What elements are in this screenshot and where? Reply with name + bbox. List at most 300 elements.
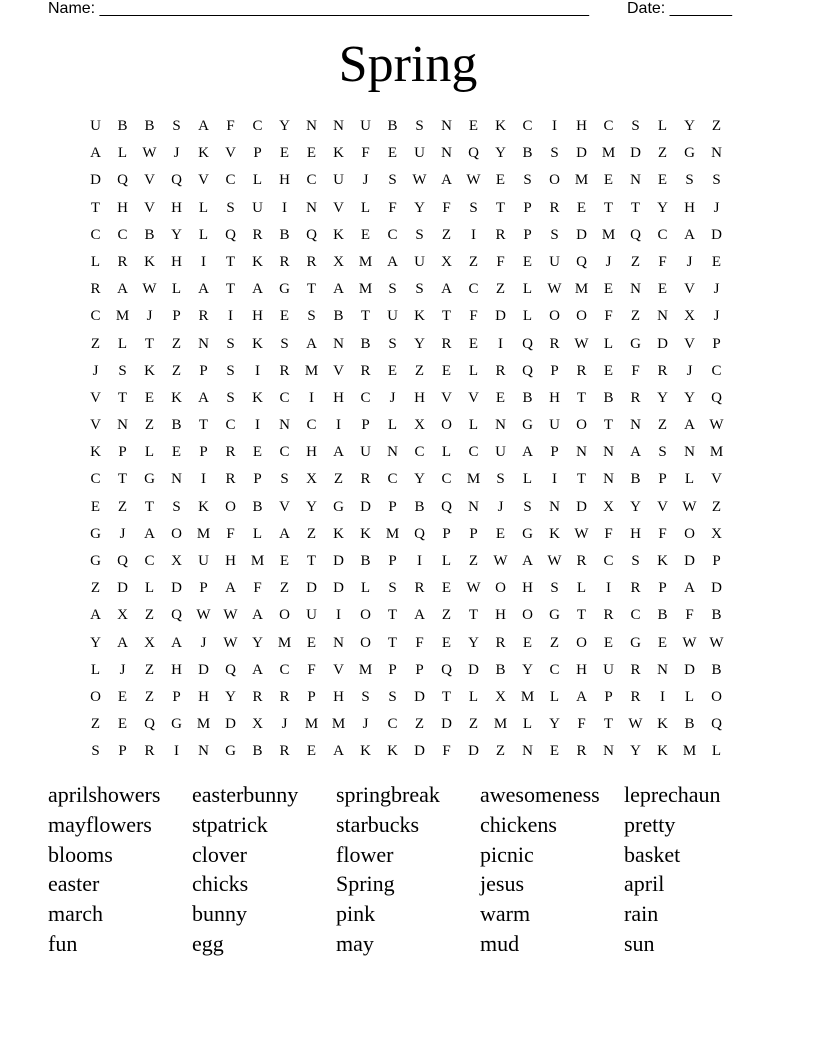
grid-letter: R	[279, 253, 290, 270]
grid-letter: A	[117, 634, 128, 651]
grid-letter: N	[333, 118, 344, 134]
grid-letter: H	[171, 253, 182, 270]
grid-letter: U	[90, 118, 101, 134]
grid-letter: E	[603, 362, 614, 379]
grid-row	[82, 358, 730, 385]
grid-letter: L	[468, 417, 479, 434]
word-list-item: april	[624, 871, 665, 897]
word-list-item: picnic	[480, 841, 534, 867]
grid-letter: O	[684, 525, 695, 542]
grid-letter: N	[306, 199, 317, 216]
grid-letter: P	[415, 661, 424, 678]
grid-letter: P	[307, 688, 316, 705]
grid-letter: N	[549, 498, 560, 515]
grid-letter: C	[549, 661, 560, 678]
grid-letter: P	[172, 688, 181, 705]
grid-letter: W	[709, 417, 724, 434]
grid-letter: L	[684, 688, 695, 705]
grid-letter: S	[658, 444, 667, 461]
grid-letter: M	[574, 172, 589, 189]
grid-letter: H	[684, 199, 695, 216]
grid-letter: A	[414, 607, 425, 624]
grid-letter: N	[279, 417, 290, 434]
grid-letter: P	[199, 580, 208, 597]
grid-letter: P	[388, 553, 397, 569]
grid-letter: W	[574, 525, 589, 542]
grid-letter: M	[304, 716, 319, 733]
grid-letter: M	[493, 716, 508, 733]
grid-letter: O	[549, 172, 560, 189]
grid-letter: F	[685, 607, 694, 624]
grid-letter: R	[576, 553, 587, 569]
grid-letter: U	[414, 253, 425, 270]
grid-letter: I	[309, 389, 314, 406]
grid-letter: Z	[414, 362, 425, 379]
grid-letter: J	[389, 389, 396, 406]
grid-letter: Z	[414, 716, 425, 733]
grid-letter: K	[360, 525, 371, 542]
grid-letter: K	[252, 335, 263, 352]
word-list-item: awesomeness	[480, 782, 600, 807]
grid-letter: S	[388, 281, 397, 298]
grid-letter: D	[414, 688, 425, 705]
grid-letter: I	[336, 607, 341, 624]
grid-letter: P	[550, 444, 559, 461]
word-list-item: sun	[624, 930, 655, 956]
grid-letter: M	[682, 743, 697, 760]
grid-row	[82, 331, 730, 358]
grid-letter: U	[360, 444, 371, 461]
grid-letter: S	[415, 281, 424, 298]
grid-letter: W	[574, 335, 589, 352]
grid-letter: M	[601, 145, 616, 162]
grid-row	[82, 439, 730, 466]
grid-letter: M	[520, 688, 535, 705]
grid-letter: I	[606, 580, 611, 597]
grid-letter: W	[466, 580, 481, 597]
grid-letter: K	[333, 145, 344, 162]
grid-letter: N	[630, 417, 641, 434]
grid-letter: I	[471, 226, 476, 243]
grid-letter: Z	[333, 471, 344, 488]
grid-letter: N	[603, 444, 614, 461]
grid-letter: R	[225, 444, 236, 461]
grid-letter: R	[360, 362, 371, 379]
word-list-item: chicks	[192, 871, 249, 897]
grid-letter: K	[495, 118, 506, 134]
grid-letter: H	[549, 389, 560, 406]
grid-letter: Q	[522, 362, 533, 379]
grid-letter: J	[146, 308, 153, 325]
grid-letter: A	[630, 444, 641, 461]
grid-letter: E	[603, 281, 614, 298]
grid-letter: L	[144, 444, 155, 461]
grid-letter: K	[252, 253, 263, 270]
grid-letter: B	[144, 226, 155, 243]
grid-letter: F	[658, 253, 667, 270]
grid-letter: A	[252, 281, 263, 298]
grid-letter: Z	[657, 417, 668, 434]
grid-letter: R	[549, 199, 560, 216]
word-list-item: stpatrick	[192, 811, 268, 837]
grid-letter: O	[576, 308, 587, 325]
grid-letter: Y	[252, 634, 263, 651]
grid-letter: G	[630, 335, 641, 352]
grid-letter: M	[601, 226, 616, 243]
grid-letter: M	[304, 362, 319, 379]
grid-letter: S	[280, 471, 289, 488]
word-list-item: clover	[192, 841, 247, 867]
grid-letter: E	[306, 634, 317, 651]
grid-letter: V	[279, 498, 290, 515]
grid-letter: S	[226, 362, 235, 379]
grid-letter: L	[90, 661, 101, 678]
grid-letter: S	[388, 580, 397, 597]
grid-letter: E	[90, 498, 101, 515]
grid-letter: T	[117, 389, 128, 406]
grid-letter: R	[117, 253, 128, 270]
grid-letter: P	[118, 743, 127, 760]
grid-letter: V	[684, 281, 695, 298]
grid-letter: T	[603, 417, 614, 434]
grid-letter: A	[441, 172, 452, 189]
grid-letter: S	[550, 226, 559, 243]
word-list	[48, 780, 768, 959]
grid-letter: C	[279, 444, 290, 461]
grid-letter: U	[387, 308, 398, 325]
grid-letter: D	[468, 743, 479, 760]
grid-row	[82, 140, 730, 167]
grid-letter: L	[360, 199, 371, 216]
grid-letter: L	[198, 226, 209, 243]
grid-letter: A	[684, 417, 695, 434]
grid-letter: R	[576, 362, 587, 379]
grid-letter: Y	[225, 688, 236, 705]
grid-letter: V	[441, 389, 452, 406]
grid-letter: Z	[144, 661, 155, 678]
grid-letter: B	[144, 118, 155, 134]
grid-letter: E	[495, 172, 506, 189]
grid-letter: C	[306, 172, 317, 189]
grid-letter: F	[442, 743, 451, 760]
grid-letter: W	[628, 716, 643, 733]
grid-letter: E	[468, 335, 479, 352]
grid-letter: H	[333, 688, 344, 705]
grid-letter: M	[385, 525, 400, 542]
grid-letter: Z	[657, 145, 668, 162]
grid-letter: C	[252, 118, 263, 134]
grid-letter: I	[552, 118, 557, 134]
grid-letter: T	[144, 498, 155, 515]
grid-letter: A	[90, 145, 101, 162]
grid-letter: J	[92, 362, 99, 379]
word-list-item: Spring	[336, 871, 395, 897]
grid-letter: H	[576, 661, 587, 678]
word-list-item: aprilshowers	[48, 782, 161, 807]
grid-letter: D	[711, 226, 722, 243]
grid-letter: J	[200, 634, 207, 651]
grid-letter: X	[603, 498, 614, 515]
grid-letter: L	[711, 743, 722, 760]
grid-letter: J	[362, 716, 369, 733]
grid-letter: B	[279, 226, 290, 243]
grid-letter: R	[279, 688, 290, 705]
grid-letter: Q	[522, 335, 533, 352]
grid-letter: D	[576, 226, 587, 243]
grid-letter: E	[711, 253, 722, 270]
grid-letter: X	[495, 688, 506, 705]
grid-letter: V	[144, 172, 155, 189]
grid-letter: B	[252, 498, 263, 515]
grid-letter: C	[630, 607, 641, 624]
grid-letter: U	[306, 607, 317, 624]
grid-letter: M	[574, 281, 589, 298]
grid-letter: D	[333, 553, 344, 569]
grid-letter: K	[657, 553, 668, 569]
grid-letter: N	[171, 471, 182, 488]
grid-letter: D	[630, 145, 641, 162]
grid-letter: A	[387, 253, 398, 270]
grid-letter: R	[630, 661, 641, 678]
grid-letter: P	[712, 553, 721, 569]
grid-letter: L	[117, 335, 128, 352]
word-list-item: jesus	[480, 871, 524, 897]
grid-letter: U	[603, 661, 614, 678]
grid-letter: W	[223, 634, 238, 651]
grid-letter: D	[684, 553, 695, 569]
grid-letter: K	[198, 145, 209, 162]
grid-letter: G	[549, 607, 560, 624]
grid-letter: Q	[225, 226, 236, 243]
grid-letter: B	[657, 607, 668, 624]
grid-letter: V	[333, 362, 344, 379]
grid-letter: C	[711, 362, 722, 379]
grid-letter: V	[90, 389, 101, 406]
grid-letter: C	[225, 417, 236, 434]
word-list-item: pink	[336, 901, 376, 927]
grid-letter: S	[469, 199, 478, 216]
grid-letter: Z	[90, 580, 101, 597]
word-list-item: bunny	[192, 901, 247, 927]
grid-letter: S	[226, 199, 235, 216]
grid-letter: E	[387, 362, 398, 379]
grid-letter: Q	[576, 253, 587, 270]
grid-letter: K	[171, 389, 182, 406]
grid-row	[82, 276, 730, 303]
grid-row	[82, 711, 730, 738]
grid-letter: S	[523, 172, 532, 189]
grid-letter: N	[603, 743, 614, 760]
grid-letter: R	[225, 471, 236, 488]
word-list-item: blooms	[48, 841, 113, 867]
grid-letter: S	[550, 580, 559, 597]
grid-letter: S	[226, 389, 235, 406]
grid-letter: Y	[279, 118, 290, 134]
grid-letter: Y	[414, 471, 425, 488]
grid-letter: E	[657, 634, 668, 651]
grid-letter: J	[497, 498, 504, 515]
grid-letter: A	[684, 226, 695, 243]
word-list-item: mayflowers	[48, 811, 152, 837]
grid-letter: W	[142, 145, 157, 162]
grid-row	[82, 738, 730, 765]
grid-letter: E	[468, 118, 479, 134]
grid-letter: O	[441, 417, 452, 434]
grid-letter: O	[576, 634, 587, 651]
grid-letter: R	[90, 281, 101, 298]
grid-letter: X	[414, 417, 425, 434]
grid-letter: I	[174, 743, 179, 760]
grid-letter: X	[306, 471, 317, 488]
grid-letter: J	[173, 145, 180, 162]
grid-letter: L	[360, 580, 371, 597]
grid-letter: O	[90, 688, 101, 705]
grid-letter: Z	[468, 716, 479, 733]
grid-letter: B	[630, 471, 641, 488]
grid-letter: E	[657, 281, 668, 298]
grid-letter: C	[657, 226, 668, 243]
grid-letter: P	[550, 362, 559, 379]
grid-letter: S	[415, 118, 424, 134]
grid-letter: E	[603, 172, 614, 189]
grid-letter: R	[549, 335, 560, 352]
grid-letter: R	[495, 362, 506, 379]
grid-letter: Q	[711, 716, 722, 733]
grid-letter: A	[252, 661, 263, 678]
grid-letter: O	[576, 417, 587, 434]
grid-letter: U	[360, 118, 371, 134]
grid-letter: Z	[90, 716, 101, 733]
grid-letter: Z	[441, 226, 452, 243]
grid-letter: C	[522, 118, 533, 134]
date-field-line: Date: _______	[627, 0, 732, 17]
grid-letter: E	[441, 580, 452, 597]
grid-letter: E	[279, 145, 290, 162]
grid-letter: C	[90, 471, 101, 488]
grid-letter: Z	[144, 688, 155, 705]
grid-letter: S	[685, 172, 694, 189]
grid-letter: H	[117, 199, 128, 216]
grid-letter: F	[604, 308, 613, 325]
grid-letter: I	[660, 688, 665, 705]
grid-letter: Z	[468, 253, 479, 270]
grid-letter: N	[711, 145, 722, 162]
grid-letter: J	[119, 661, 126, 678]
grid-letter: B	[603, 389, 614, 406]
grid-letter: U	[252, 199, 263, 216]
grid-letter: I	[417, 553, 422, 569]
grid-letter: T	[468, 607, 479, 624]
grid-letter: N	[306, 118, 317, 134]
grid-letter: G	[90, 553, 101, 569]
grid-letter: T	[630, 199, 641, 216]
grid-letter: V	[684, 335, 695, 352]
grid-letter: R	[279, 362, 290, 379]
grid-letter: Z	[144, 417, 155, 434]
grid-letter: C	[117, 226, 128, 243]
word-list-item: warm	[480, 901, 531, 927]
grid-letter: E	[360, 226, 371, 243]
word-list-item: easterbunny	[192, 782, 299, 807]
grid-letter: H	[333, 389, 344, 406]
grid-letter: Y	[684, 118, 695, 134]
grid-letter: A	[144, 525, 155, 542]
grid-letter: A	[198, 118, 209, 134]
grid-letter: S	[91, 743, 100, 760]
grid-letter: I	[336, 417, 341, 434]
grid-letter: H	[171, 661, 182, 678]
grid-letter: C	[90, 226, 101, 243]
grid-letter: R	[576, 743, 587, 760]
grid-letter: A	[333, 281, 344, 298]
grid-letter: D	[333, 580, 344, 597]
grid-letter: G	[522, 417, 533, 434]
grid-letter: N	[387, 444, 398, 461]
grid-letter: U	[495, 444, 506, 461]
grid-letter: T	[603, 199, 614, 216]
grid-letter: V	[225, 145, 236, 162]
grid-letter: V	[198, 172, 209, 189]
grid-letter: R	[657, 362, 668, 379]
grid-letter: A	[522, 444, 533, 461]
grid-letter: L	[468, 362, 479, 379]
grid-letter: R	[306, 253, 317, 270]
grid-letter: J	[686, 253, 693, 270]
grid-letter: G	[90, 525, 101, 542]
grid-letter: R	[630, 688, 641, 705]
grid-letter: R	[630, 580, 641, 597]
grid-letter: H	[630, 525, 641, 542]
grid-letter: W	[709, 634, 724, 651]
grid-letter: V	[468, 389, 479, 406]
grid-letter: L	[522, 281, 533, 298]
grid-letter: C	[360, 389, 371, 406]
grid-letter: M	[358, 253, 373, 270]
grid-letter: A	[306, 335, 317, 352]
grid-letter: X	[252, 716, 263, 733]
grid-letter: M	[277, 634, 292, 651]
grid-letter: P	[442, 525, 451, 542]
grid-letter: S	[631, 553, 640, 569]
grid-letter: Z	[144, 607, 155, 624]
grid-letter: P	[523, 226, 532, 243]
grid-letter: K	[333, 226, 344, 243]
grid-letter: Z	[441, 607, 452, 624]
grid-letter: P	[199, 362, 208, 379]
grid-letter: E	[495, 389, 506, 406]
grid-letter: N	[441, 145, 452, 162]
grid-letter: F	[577, 716, 586, 733]
grid-letter: E	[549, 743, 560, 760]
grid-letter: P	[658, 471, 667, 488]
grid-letter: Q	[171, 172, 182, 189]
grid-letter: V	[711, 471, 722, 488]
grid-letter: I	[255, 417, 260, 434]
word-list-item: flower	[336, 841, 394, 867]
grid-letter: T	[495, 199, 506, 216]
grid-letter: L	[468, 688, 479, 705]
grid-letter: S	[388, 172, 397, 189]
grid-letter: R	[414, 580, 425, 597]
grid-letter: P	[604, 688, 613, 705]
grid-letter: P	[469, 525, 478, 542]
grid-letter: Z	[279, 580, 290, 597]
grid-letter: D	[171, 580, 182, 597]
grid-row	[82, 575, 730, 602]
grid-letter: R	[360, 471, 371, 488]
grid-letter: R	[495, 226, 506, 243]
grid-letter: T	[603, 716, 614, 733]
